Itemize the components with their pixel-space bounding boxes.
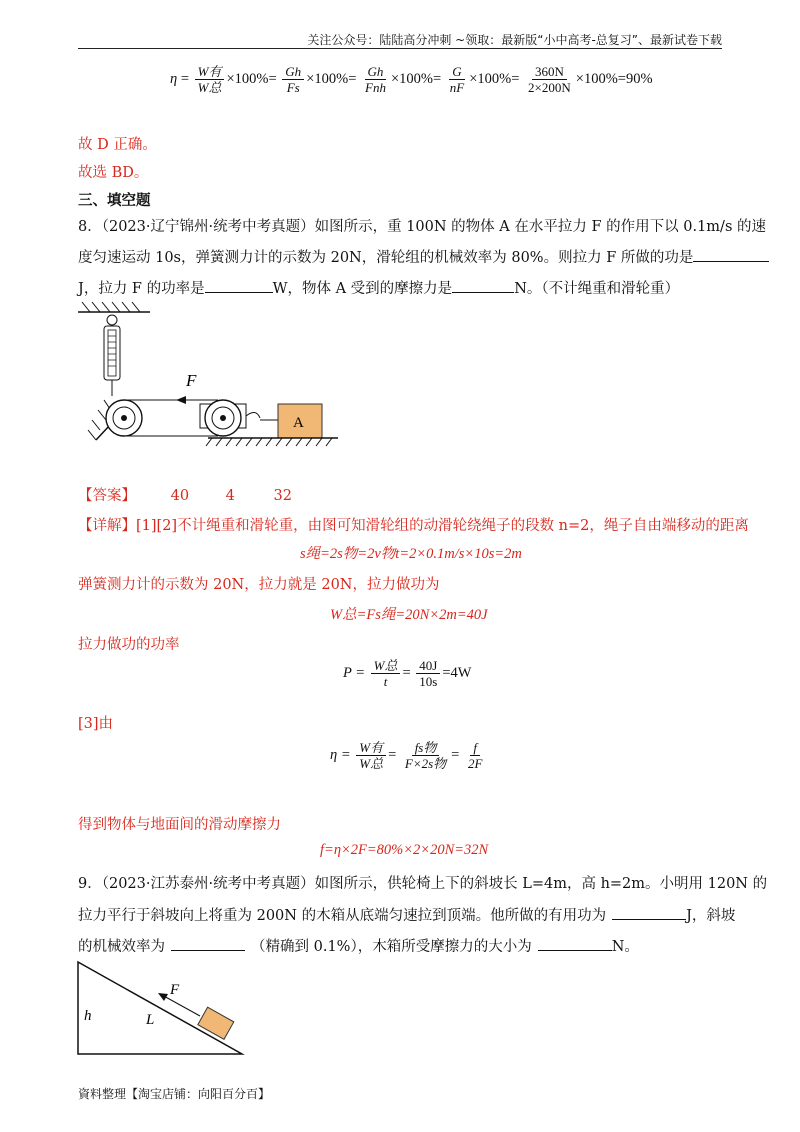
q8-line-3 [78,277,679,298]
detail-8-friction-text: 得到物体与地面间的滑动摩擦力 [78,817,281,833]
section-title: 三、填空题 [78,193,151,209]
detail-tag: 【详解】 [78,518,136,534]
force-arrow-head [176,396,186,404]
fixed-pulley-axle [121,415,127,421]
prev-conclusion-2: 故选 BD。 [78,165,149,181]
formula-fraction-3: $\frac{Gh}{\text{Fnh}}$ [365,64,386,95]
detail-8-power-text: 拉力做功的功率 [78,637,180,653]
q9-blank-efficiency[interactable] [171,936,245,951]
q9-line-1: 9．（2023·江苏泰州·统考中考真题）如图所示，供轮椅上下的斜坡长 L=4m，高 h=2m。小明用 120N 的 [78,876,768,892]
q8-line-2-text: 度匀速运动 10s，弹簧测力计的示数为 20N，滑轮组的机械效率为 80%。则拉力 F 所做的功是 [78,250,694,266]
page-footer: 資料整理【淘宝店铺：向阳百分百】 [78,1087,271,1101]
formula-fraction-1: $\frac{\text{W有}}{\text{W总}}$ [195,64,225,95]
detail-8-eq-work: W总=Fs绳=20N×2m=40J [330,607,488,623]
q9-slope-figure [76,960,248,1060]
slope-force-label: F [170,982,180,998]
slope-height-label: h [84,1008,92,1024]
formula-term-5: ×100%=90% [575,70,653,87]
q9-line-3-text-a: 的机械效率为 [78,939,165,955]
detail-8-eq-power: P = $\frac{\text{W总}}{t}$ = $\frac{40J}{10s}$ =4W [343,658,472,689]
q8-line-2 [78,246,769,267]
block-a-label: A [293,415,304,431]
q8-line-3-text-b: W，物体 A 受到的摩擦力是 [272,281,453,297]
force-label-f: F [186,371,197,390]
spring-scale-body [104,326,120,380]
detail-8-by: [3]由 [78,716,114,732]
slope-triangle [78,962,242,1054]
q9-line-2-text-b: J，斜坡 [686,908,736,924]
q9-line-3 [78,935,639,956]
detail-8-eq-friction: f=η×2F=80%×2×20N=32N [320,842,489,858]
answer-8-value-2: 4 [225,488,235,504]
q8-line-1: 8．（2023·辽宁锦州·统考中考真题）如图所示，重 100N 的物体 A 在水平拉力 F 的作用下以 0.1m/s 的速 [78,219,766,235]
answer-8-value-1: 40 [170,488,190,504]
ground-hatch [206,438,332,446]
header-text: 关注公众号：陆陆高分冲刺 ~领取：最新版“小中高考-总复习”、最新试卷下载 [307,33,722,47]
detail-8-eq-distance: s绳=2s物=2v物t=2×0.1m/s×10s=2m [300,546,522,562]
q8-line-3-text-a: J，拉力 F 的功率是 [78,281,205,297]
detail-8-text: [1][2]不计绳重和滑轮重，由图可知滑轮组的动滑轮绕绳子的段数 n=2，绳子自由端移动的距离 [136,518,749,534]
page-header [78,34,722,49]
answer-8-value-3: 32 [273,488,292,504]
q8-blank-friction[interactable] [452,278,514,293]
q9-line-3-text-c: N。 [611,939,639,955]
formula-term-4: ×100%= [469,70,520,87]
q9-line-2 [78,904,735,925]
answer-8 [78,484,292,505]
q9-line-2-text-a: 拉力平行于斜坡向上将重为 200N 的木箱从底端匀速拉到顶端。他所做的有用功为 [78,908,607,924]
formula-fraction-2: $\frac{Gh}{Fs}$ [282,64,304,95]
q9-blank-friction[interactable] [538,936,612,951]
formula-term-2: ×100%= [306,70,357,87]
formula-term-1: ×100%= [226,70,277,87]
slope-length-label: L [146,1012,155,1028]
q8-line-3-text-c: N。（不计绳重和滑轮重） [514,281,680,297]
q8-blank-power[interactable] [205,278,273,293]
q8-pulley-figure [78,300,358,470]
prev-conclusion-1: 故 D 正确。 [78,137,157,153]
ceiling-hatch [82,302,140,312]
detail-8-eq-efficiency: η = $\frac{\text{W有}}{\text{W总}}$ = $\frac{\text{fs物}}{\text{F×2s物}}$ = $\frac{f}{2F}$ [330,740,483,771]
movable-pulley-axle [220,415,226,421]
formula-term-3: ×100%= [390,70,442,87]
formula-lhs: η [170,70,178,87]
answer-tag: 【答案】 [78,488,136,504]
detail-8-line-1 [78,514,749,535]
q8-blank-work[interactable] [693,247,769,262]
q9-line-3-text-b: （精确到 0.1%），木箱所受摩擦力的大小为 [251,939,532,955]
formula-fraction-5: $\frac{360N}{2\times 200N}$ [528,64,571,95]
efficiency-formula: η = $\frac{\text{W有}}{\text{W总}}$ ×100%= $\frac{Gh}{Fs}$ ×100%= $\frac{Gh}{\text{Fnh}}$ ×100%= $\frac{G}{nF}$ ×100%= $\frac{360N}{2\times 200N}$ ×100%=90% [170,64,653,95]
detail-8-spring: 弹簧测力计的示数为 20N，拉力就是 20N，拉力做功为 [78,577,440,593]
formula-fraction-4: $\frac{G}{nF}$ [449,64,465,95]
scale-hook-top [107,315,117,325]
movable-pulley-hook [246,412,260,418]
q9-blank-useful-work[interactable] [612,905,686,920]
